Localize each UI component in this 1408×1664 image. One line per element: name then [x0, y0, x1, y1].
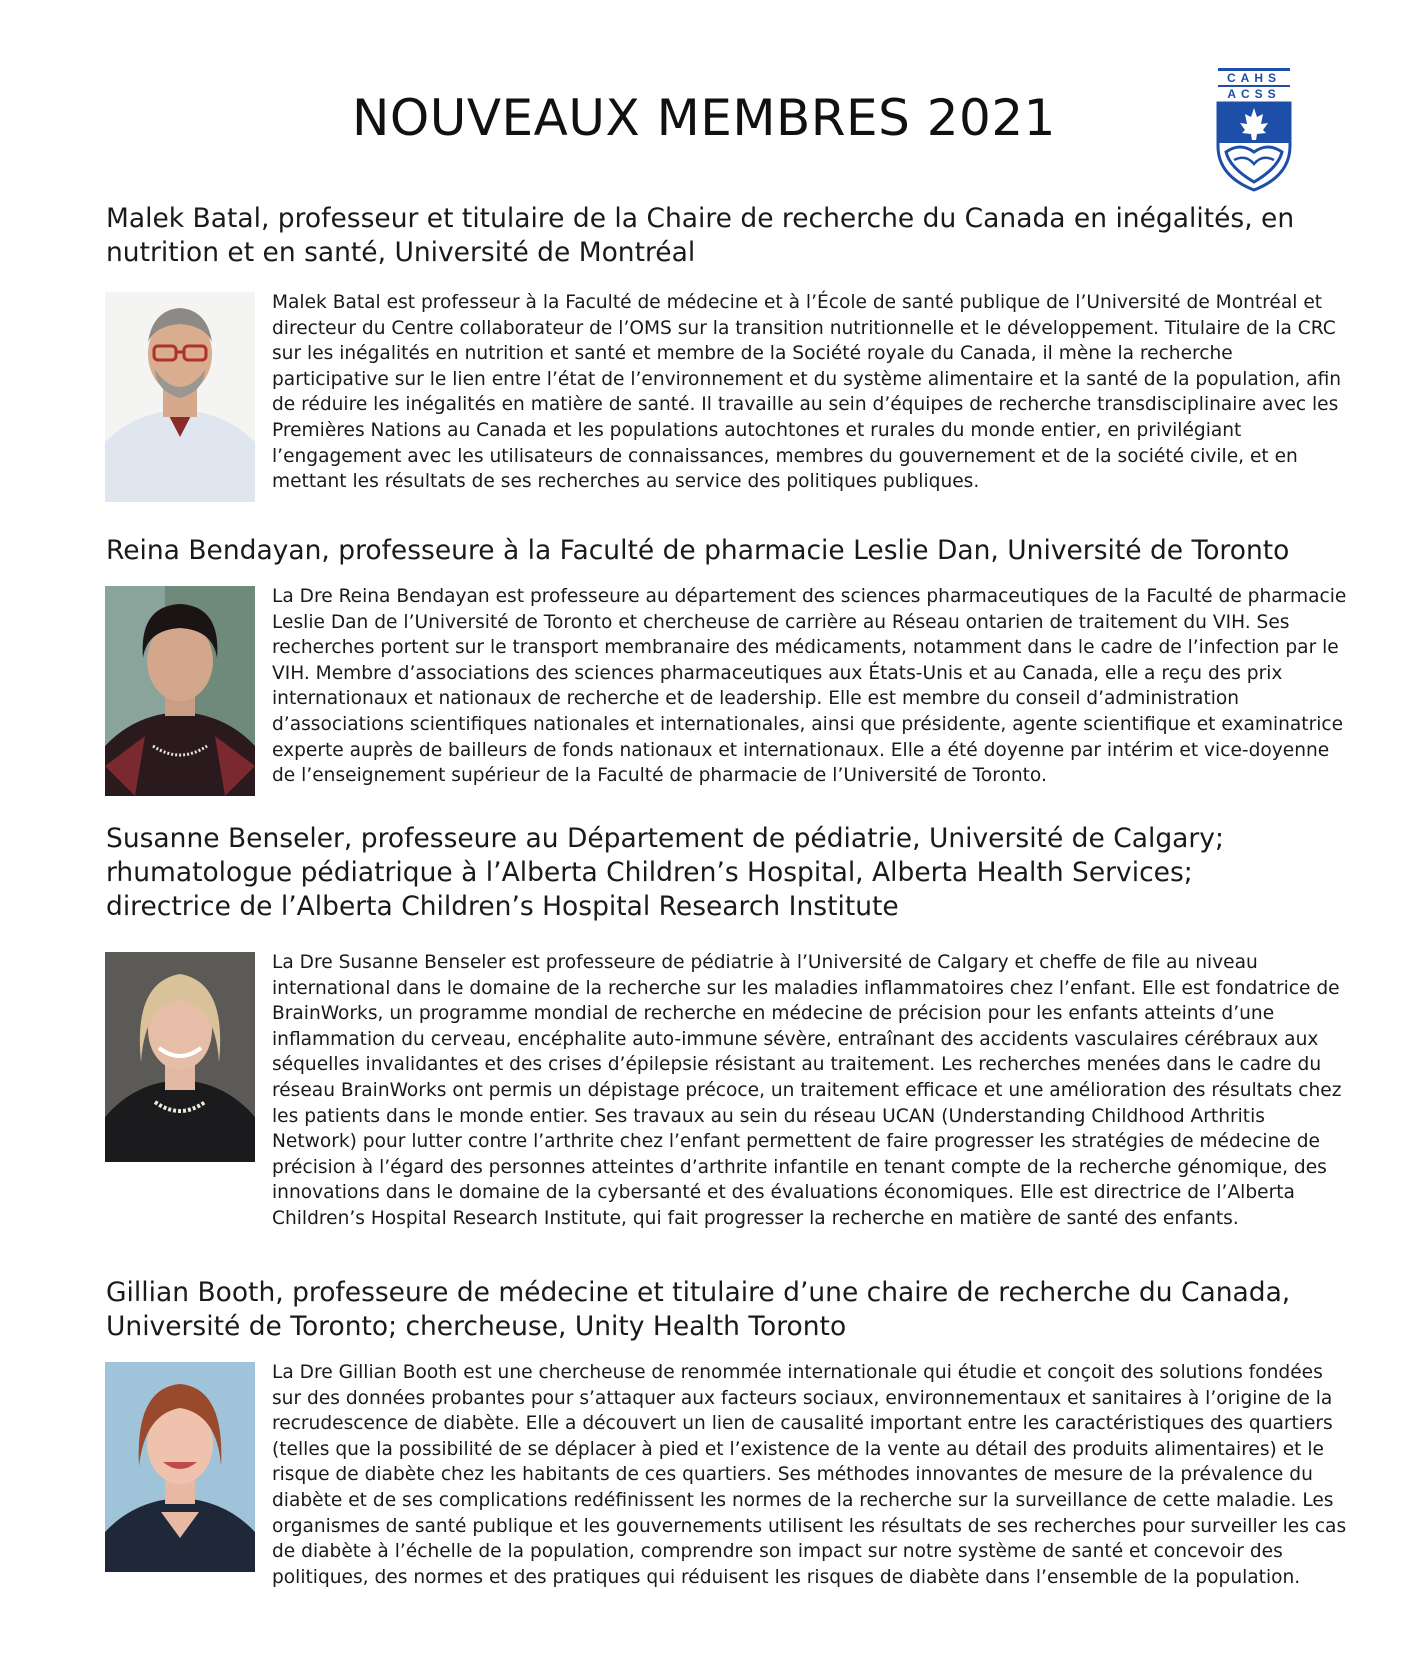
shield-icon — [1216, 68, 1292, 192]
member-bio: Malek Batal est professeur à la Faculté de médecine et à l’École de santé publique de l’Université de Montréal et directeur du Centre collaborateur de l’OMS sur la transition nutritionnelle et le développement. Titulaire de la CRC sur les inégalités en nutrition et santé et membre de la Société royale du Canada, il mène la recherche participative sur le lien entre l’état de l’environnement et du système alimentaire et la santé de la population, afin de réduire les inégalités en matière de santé. Il travaille au sein d’équipes de recherche transdisciplinaire avec les Premières Nations au Canada et les populations autochtones et rurales du monde entier, en privilégiant l’engagement avec les utilisateurs de connaissances, membres du gouvernement et de la société civile, et en mettant les résultats de ses recherches au service des politiques publiques. — [272, 292, 1342, 493]
member-photo — [105, 1362, 255, 1572]
member-photo — [105, 586, 255, 796]
svg-text:ACSS: ACSS — [1227, 87, 1281, 101]
page-title: NOUVEAUX MEMBRES 2021 — [352, 89, 1056, 147]
member-photo — [105, 952, 255, 1162]
member-name: Reina Bendayan, professeure à la Faculté de pharmacie Leslie Dan, Université de Toronto — [106, 535, 1290, 566]
member-photo — [105, 292, 255, 502]
member-name: Susanne Benseler, professeure au Département de pédiatrie, Université de Calgary; rhumatologue pédiatrique à l’Alberta Children’s Hospital, Alberta Health Services; directrice de l’Alberta Children’s Hospital Research Institute — [106, 823, 1224, 922]
cahs-acss-logo — [1216, 68, 1292, 192]
svg-text:CAHS: CAHS — [1226, 71, 1282, 85]
member-name: Gillian Booth, professeure de médecine et titulaire d’une chaire de recherche du Canada, Université de Toronto; chercheuse, Unity Health Toronto — [106, 1277, 1291, 1342]
member-name: Malek Batal, professeur et titulaire de la Chaire de recherche du Canada en inégalités, en nutrition et en santé, Université de Montréal — [106, 203, 1295, 268]
member-bio: La Dre Gillian Booth est une chercheuse de renommée internationale qui étudie et conçoit des solutions fondées sur des données probantes pour s’attaquer aux facteurs sociaux, environnementaux et sanitaires à l’origine de la recrudescence de diabète. Elle a découvert un lien de causalité important entre les caractéristiques des quartiers (telles que la possibilité de se déplacer à pied et l’existence de la vente au détail des produits alimentaires) et le risque de diabète chez les habitants de ces quartiers. Ses méthodes innovantes de mesure de la prévalence du diabète et de ses complications redéfinissent les normes de la recherche sur la surveillance de cette maladie. Les organismes de santé publique et les gouvernements utilisent les résultats de ses recherches pour surveiller les cas de diabète à l’échelle de la population, comprendre son impact sur notre système de santé et concevoir des politiques, des normes et des pratiques qui réduisent les risques de diabète dans l’ensemble de la population. — [272, 1362, 1347, 1588]
member-bio: La Dre Reina Bendayan est professeure au département des sciences pharmaceutiques de la Faculté de pharmacie Leslie Dan de l’Université de Toronto et chercheuse de carrière au Réseau ontarien de traitement du VIH. Ses recherches portent sur le transport membranaire des médicaments, notamment dans le cadre de l’infection par le VIH. Membre d’associations des sciences pharmaceutiques aux États-Unis et au Canada, elle a reçu des prix internationaux et nationaux de recherche et de leadership. Elle est membre du conseil d’administration d’associations scientifiques nationales et internationales, ainsi que présidente, agente scientifique et examinatrice experte auprès de bailleurs de fonds nationaux et internationaux. Elle a été doyenne par intérim et vice-doyenne de l’enseignement supérieur de la Faculté de pharmacie de l’Université de Toronto. — [272, 586, 1347, 787]
member-bio: La Dre Susanne Benseler est professeure de pédiatrie à l’Université de Calgary et cheffe de file au niveau international dans le domaine de la recherche sur les maladies inflammatoires chez l’enfant. Elle est fondatrice de BrainWorks, un programme mondial de recherche en médecine de précision pour les enfants atteints d’une inflammation du cerveau, encéphalite auto-immune sévère, entraînant des accidents vasculaires cérébraux aux séquelles invalidantes et des crises d’épilepsie résistant au traitement. Les recherches menées dans le cadre du réseau BrainWorks ont permis un dépistage précoce, un traitement efficace et une amélioration des résultats chez les patients dans le monde entier. Ses travaux au sein du réseau UCAN (Understanding Childhood Arthritis Network) pour lutter contre l’arthrite chez l’enfant permettent de faire progresser les stratégies de médecine de précision à l’égard des personnes atteintes d’arthrite infantile en tenant compte de la recherche génomique, des innovations dans le domaine de la cybersanté et des évaluations économiques. Elle est directrice de l’Alberta Children’s Hospital Research Institute, qui fait progresser la recherche en matière de santé des enfants. — [272, 952, 1342, 1229]
